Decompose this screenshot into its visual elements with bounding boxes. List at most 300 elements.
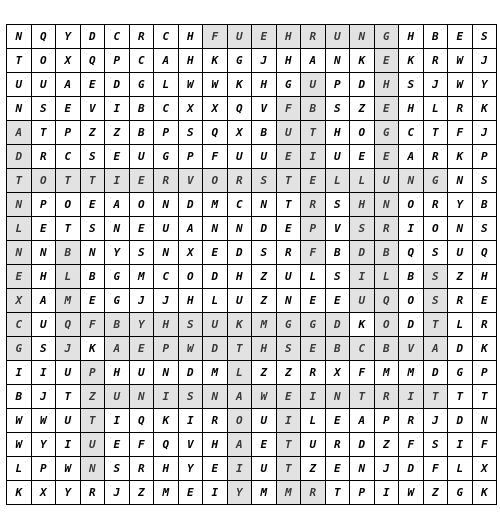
grid-cell[interactable]: J (424, 73, 449, 97)
grid-cell[interactable]: D (350, 73, 375, 97)
grid-cell[interactable]: J (32, 385, 57, 409)
grid-cell[interactable]: U (7, 73, 32, 97)
grid-cell[interactable]: N (154, 193, 179, 217)
grid-cell[interactable]: K (473, 97, 498, 121)
grid-cell[interactable]: B (399, 265, 424, 289)
grid-cell[interactable]: T (228, 337, 253, 361)
grid-cell[interactable]: I (203, 481, 228, 505)
grid-cell[interactable]: R (399, 409, 424, 433)
grid-cell[interactable]: I (7, 361, 32, 385)
grid-cell[interactable]: N (81, 241, 106, 265)
grid-cell[interactable]: Q (473, 241, 498, 265)
grid-cell[interactable]: D (350, 433, 375, 457)
grid-cell[interactable]: S (105, 457, 130, 481)
grid-cell[interactable]: F (473, 433, 498, 457)
grid-cell[interactable]: D (203, 265, 228, 289)
grid-cell[interactable]: E (301, 337, 326, 361)
grid-cell[interactable]: I (105, 409, 130, 433)
grid-cell[interactable]: E (375, 97, 400, 121)
grid-cell[interactable]: E (130, 337, 155, 361)
grid-cell[interactable]: E (277, 145, 302, 169)
grid-cell[interactable]: T (277, 169, 302, 193)
grid-cell[interactable]: M (203, 361, 228, 385)
grid-cell[interactable]: B (81, 265, 106, 289)
grid-cell[interactable]: H (399, 97, 424, 121)
grid-cell[interactable]: Q (81, 49, 106, 73)
grid-cell[interactable]: I (32, 361, 57, 385)
grid-cell[interactable]: T (326, 481, 351, 505)
grid-cell[interactable]: D (105, 73, 130, 97)
grid-cell[interactable]: S (350, 217, 375, 241)
grid-cell[interactable]: U (154, 217, 179, 241)
grid-cell[interactable]: A (56, 73, 81, 97)
grid-cell[interactable]: R (448, 289, 473, 313)
grid-cell[interactable]: R (326, 433, 351, 457)
grid-cell[interactable]: U (252, 145, 277, 169)
grid-cell[interactable]: P (154, 337, 179, 361)
grid-cell[interactable]: L (301, 265, 326, 289)
grid-cell[interactable]: L (375, 265, 400, 289)
grid-cell[interactable]: C (7, 313, 32, 337)
grid-cell[interactable]: G (7, 337, 32, 361)
grid-cell[interactable]: P (473, 361, 498, 385)
grid-cell[interactable]: C (399, 121, 424, 145)
grid-cell[interactable]: J (130, 289, 155, 313)
grid-cell[interactable]: E (252, 433, 277, 457)
grid-cell[interactable]: D (203, 337, 228, 361)
grid-cell[interactable]: K (203, 49, 228, 73)
grid-cell[interactable]: T (56, 385, 81, 409)
grid-cell[interactable]: B (375, 241, 400, 265)
grid-cell[interactable]: P (301, 217, 326, 241)
grid-cell[interactable]: S (473, 217, 498, 241)
grid-cell[interactable]: Y (448, 193, 473, 217)
grid-cell[interactable]: X (32, 481, 57, 505)
grid-cell[interactable]: V (399, 337, 424, 361)
grid-cell[interactable]: N (326, 49, 351, 73)
grid-cell[interactable]: O (56, 193, 81, 217)
grid-cell[interactable]: M (399, 361, 424, 385)
grid-cell[interactable]: Q (203, 121, 228, 145)
grid-cell[interactable]: P (350, 481, 375, 505)
grid-cell[interactable]: E (56, 97, 81, 121)
grid-cell[interactable]: N (203, 217, 228, 241)
grid-cell[interactable]: P (81, 361, 106, 385)
grid-cell[interactable]: W (32, 409, 57, 433)
grid-cell[interactable]: U (375, 169, 400, 193)
grid-cell[interactable]: D (399, 313, 424, 337)
grid-cell[interactable]: N (203, 385, 228, 409)
grid-cell[interactable]: Q (130, 409, 155, 433)
grid-cell[interactable]: Y (473, 73, 498, 97)
grid-cell[interactable]: B (375, 337, 400, 361)
grid-cell[interactable]: X (179, 241, 204, 265)
grid-cell[interactable]: E (252, 25, 277, 49)
grid-cell[interactable]: G (277, 73, 302, 97)
grid-cell[interactable]: S (424, 265, 449, 289)
grid-cell[interactable]: C (350, 337, 375, 361)
grid-cell[interactable]: C (105, 25, 130, 49)
grid-cell[interactable]: H (105, 361, 130, 385)
grid-cell[interactable]: K (473, 337, 498, 361)
grid-cell[interactable]: L (326, 169, 351, 193)
grid-cell[interactable]: G (277, 313, 302, 337)
grid-cell[interactable]: K (154, 409, 179, 433)
grid-cell[interactable]: K (350, 49, 375, 73)
grid-cell[interactable]: H (203, 433, 228, 457)
grid-cell[interactable]: C (228, 193, 253, 217)
grid-cell[interactable]: K (228, 313, 253, 337)
grid-cell[interactable]: A (105, 337, 130, 361)
grid-cell[interactable]: R (375, 385, 400, 409)
grid-cell[interactable]: N (277, 289, 302, 313)
grid-cell[interactable]: Z (81, 121, 106, 145)
grid-cell[interactable]: R (203, 409, 228, 433)
grid-cell[interactable]: N (154, 361, 179, 385)
grid-cell[interactable]: Y (56, 25, 81, 49)
grid-cell[interactable]: L (448, 313, 473, 337)
grid-cell[interactable]: U (252, 409, 277, 433)
grid-cell[interactable]: F (448, 121, 473, 145)
grid-cell[interactable]: C (154, 97, 179, 121)
grid-cell[interactable]: X (473, 457, 498, 481)
grid-cell[interactable]: E (105, 433, 130, 457)
grid-cell[interactable]: T (81, 409, 106, 433)
grid-cell[interactable]: B (326, 337, 351, 361)
grid-cell[interactable]: S (179, 313, 204, 337)
grid-cell[interactable]: I (350, 265, 375, 289)
grid-cell[interactable]: L (203, 289, 228, 313)
grid-cell[interactable]: H (32, 265, 57, 289)
grid-cell[interactable]: Z (277, 361, 302, 385)
grid-cell[interactable]: W (399, 481, 424, 505)
grid-cell[interactable]: L (228, 361, 253, 385)
grid-cell[interactable]: G (448, 481, 473, 505)
grid-cell[interactable]: N (105, 217, 130, 241)
grid-cell[interactable]: S (130, 241, 155, 265)
grid-cell[interactable]: G (105, 289, 130, 313)
grid-cell[interactable]: E (203, 457, 228, 481)
grid-cell[interactable]: U (130, 145, 155, 169)
grid-cell[interactable]: E (81, 289, 106, 313)
grid-cell[interactable]: J (424, 409, 449, 433)
grid-cell[interactable]: G (375, 121, 400, 145)
grid-cell[interactable]: F (203, 145, 228, 169)
grid-cell[interactable]: H (277, 49, 302, 73)
grid-cell[interactable]: S (179, 121, 204, 145)
grid-cell[interactable]: R (301, 361, 326, 385)
grid-cell[interactable]: D (326, 313, 351, 337)
grid-cell[interactable]: U (252, 457, 277, 481)
grid-cell[interactable]: U (448, 241, 473, 265)
grid-cell[interactable]: Y (56, 481, 81, 505)
grid-cell[interactable]: Y (179, 457, 204, 481)
grid-cell[interactable]: I (375, 481, 400, 505)
grid-cell[interactable]: P (56, 121, 81, 145)
grid-cell[interactable]: Q (228, 97, 253, 121)
grid-cell[interactable]: A (301, 49, 326, 73)
grid-cell[interactable]: R (154, 169, 179, 193)
grid-cell[interactable]: Z (252, 361, 277, 385)
grid-cell[interactable]: T (301, 121, 326, 145)
grid-cell[interactable]: H (326, 121, 351, 145)
grid-cell[interactable]: E (375, 49, 400, 73)
grid-cell[interactable]: O (399, 289, 424, 313)
grid-cell[interactable]: S (424, 433, 449, 457)
grid-cell[interactable]: W (7, 433, 32, 457)
grid-cell[interactable]: R (301, 481, 326, 505)
grid-cell[interactable]: S (81, 217, 106, 241)
grid-cell[interactable]: U (32, 313, 57, 337)
grid-cell[interactable]: K (7, 481, 32, 505)
grid-cell[interactable]: U (301, 433, 326, 457)
grid-cell[interactable]: J (473, 49, 498, 73)
grid-cell[interactable]: R (130, 25, 155, 49)
grid-cell[interactable]: R (473, 313, 498, 337)
grid-cell[interactable]: H (179, 25, 204, 49)
grid-cell[interactable]: B (7, 385, 32, 409)
grid-cell[interactable]: N (130, 385, 155, 409)
grid-cell[interactable]: K (473, 481, 498, 505)
grid-cell[interactable]: A (228, 385, 253, 409)
grid-cell[interactable]: T (81, 169, 106, 193)
grid-cell[interactable]: D (179, 193, 204, 217)
grid-cell[interactable]: B (326, 241, 351, 265)
grid-cell[interactable]: S (326, 265, 351, 289)
grid-cell[interactable]: A (7, 121, 32, 145)
grid-cell[interactable]: D (424, 361, 449, 385)
grid-cell[interactable]: L (7, 457, 32, 481)
grid-cell[interactable]: Q (375, 289, 400, 313)
grid-cell[interactable]: D (179, 361, 204, 385)
grid-cell[interactable]: U (277, 121, 302, 145)
grid-cell[interactable]: G (228, 49, 253, 73)
grid-cell[interactable]: E (203, 241, 228, 265)
grid-cell[interactable]: S (326, 193, 351, 217)
grid-cell[interactable]: R (277, 241, 302, 265)
grid-cell[interactable]: P (179, 145, 204, 169)
grid-cell[interactable]: N (448, 169, 473, 193)
grid-cell[interactable]: W (448, 49, 473, 73)
grid-cell[interactable]: X (228, 121, 253, 145)
grid-cell[interactable]: R (228, 169, 253, 193)
grid-cell[interactable]: F (399, 433, 424, 457)
grid-cell[interactable]: H (399, 25, 424, 49)
grid-cell[interactable]: V (81, 97, 106, 121)
grid-cell[interactable]: P (375, 409, 400, 433)
grid-cell[interactable]: J (154, 289, 179, 313)
grid-cell[interactable]: E (277, 385, 302, 409)
grid-cell[interactable]: D (81, 25, 106, 49)
grid-cell[interactable]: P (32, 193, 57, 217)
grid-cell[interactable]: C (154, 25, 179, 49)
grid-cell[interactable]: W (203, 73, 228, 97)
grid-cell[interactable]: D (252, 217, 277, 241)
grid-cell[interactable]: M (154, 481, 179, 505)
grid-cell[interactable]: I (399, 385, 424, 409)
grid-cell[interactable]: N (375, 193, 400, 217)
grid-cell[interactable]: O (32, 49, 57, 73)
grid-cell[interactable]: D (448, 409, 473, 433)
grid-cell[interactable]: U (203, 313, 228, 337)
grid-cell[interactable]: I (399, 217, 424, 241)
grid-cell[interactable]: T (424, 385, 449, 409)
grid-cell[interactable]: U (56, 361, 81, 385)
grid-cell[interactable]: T (277, 193, 302, 217)
grid-cell[interactable]: B (424, 25, 449, 49)
grid-cell[interactable]: V (252, 97, 277, 121)
grid-cell[interactable]: Z (301, 457, 326, 481)
grid-cell[interactable]: A (154, 49, 179, 73)
grid-cell[interactable]: G (130, 73, 155, 97)
grid-cell[interactable]: R (424, 145, 449, 169)
grid-cell[interactable]: B (473, 193, 498, 217)
grid-cell[interactable]: Z (105, 121, 130, 145)
grid-cell[interactable]: U (326, 145, 351, 169)
grid-cell[interactable]: T (56, 217, 81, 241)
grid-cell[interactable]: N (252, 193, 277, 217)
grid-cell[interactable]: N (399, 169, 424, 193)
grid-cell[interactable]: S (252, 169, 277, 193)
grid-cell[interactable]: U (326, 25, 351, 49)
grid-cell[interactable]: G (375, 25, 400, 49)
grid-cell[interactable]: U (228, 25, 253, 49)
grid-cell[interactable]: J (56, 337, 81, 361)
grid-cell[interactable]: S (473, 169, 498, 193)
grid-cell[interactable]: E (326, 289, 351, 313)
grid-cell[interactable]: T (56, 169, 81, 193)
grid-cell[interactable]: I (301, 385, 326, 409)
grid-cell[interactable]: Y (130, 313, 155, 337)
grid-cell[interactable]: C (130, 49, 155, 73)
grid-cell[interactable]: E (473, 289, 498, 313)
grid-cell[interactable]: S (81, 145, 106, 169)
grid-cell[interactable]: I (154, 385, 179, 409)
grid-cell[interactable]: J (105, 481, 130, 505)
grid-cell[interactable]: O (399, 193, 424, 217)
grid-cell[interactable]: N (473, 409, 498, 433)
grid-cell[interactable]: F (350, 361, 375, 385)
grid-cell[interactable]: O (424, 217, 449, 241)
grid-cell[interactable]: S (277, 337, 302, 361)
grid-cell[interactable]: N (448, 217, 473, 241)
grid-cell[interactable]: N (81, 457, 106, 481)
grid-cell[interactable]: P (154, 121, 179, 145)
grid-cell[interactable]: H (350, 193, 375, 217)
grid-cell[interactable]: I (301, 145, 326, 169)
grid-cell[interactable]: H (375, 73, 400, 97)
grid-cell[interactable]: N (7, 193, 32, 217)
grid-cell[interactable]: N (7, 97, 32, 121)
grid-cell[interactable]: I (228, 457, 253, 481)
grid-cell[interactable]: U (277, 265, 302, 289)
grid-cell[interactable]: V (179, 169, 204, 193)
grid-cell[interactable]: L (350, 169, 375, 193)
grid-cell[interactable]: L (154, 73, 179, 97)
grid-cell[interactable]: I (105, 97, 130, 121)
grid-cell[interactable]: N (228, 217, 253, 241)
grid-cell[interactable]: J (252, 49, 277, 73)
grid-cell[interactable]: Q (56, 313, 81, 337)
grid-cell[interactable]: P (105, 49, 130, 73)
grid-cell[interactable]: O (375, 313, 400, 337)
grid-cell[interactable]: R (448, 97, 473, 121)
grid-cell[interactable]: M (375, 361, 400, 385)
grid-cell[interactable]: L (301, 409, 326, 433)
grid-cell[interactable]: O (203, 169, 228, 193)
grid-cell[interactable]: U (350, 289, 375, 313)
grid-cell[interactable]: T (424, 121, 449, 145)
grid-cell[interactable]: R (301, 25, 326, 49)
grid-cell[interactable]: N (154, 241, 179, 265)
grid-cell[interactable]: E (130, 217, 155, 241)
grid-cell[interactable]: S (424, 241, 449, 265)
grid-cell[interactable]: H (179, 49, 204, 73)
grid-cell[interactable]: E (326, 409, 351, 433)
grid-cell[interactable]: I (105, 169, 130, 193)
grid-cell[interactable]: U (81, 433, 106, 457)
grid-cell[interactable]: E (179, 481, 204, 505)
grid-cell[interactable]: E (32, 217, 57, 241)
grid-cell[interactable]: Y (105, 241, 130, 265)
grid-cell[interactable]: O (228, 409, 253, 433)
grid-cell[interactable]: U (301, 73, 326, 97)
grid-cell[interactable]: S (252, 241, 277, 265)
grid-cell[interactable]: N (7, 25, 32, 49)
grid-cell[interactable]: Q (32, 25, 57, 49)
grid-cell[interactable]: S (326, 97, 351, 121)
grid-cell[interactable]: T (350, 385, 375, 409)
grid-cell[interactable]: M (130, 265, 155, 289)
grid-cell[interactable]: I (179, 409, 204, 433)
grid-cell[interactable]: N (32, 241, 57, 265)
grid-cell[interactable]: A (399, 145, 424, 169)
grid-cell[interactable]: S (399, 73, 424, 97)
grid-cell[interactable]: H (252, 337, 277, 361)
grid-cell[interactable]: Q (154, 433, 179, 457)
grid-cell[interactable]: R (130, 457, 155, 481)
grid-cell[interactable]: W (179, 337, 204, 361)
grid-cell[interactable]: J (375, 457, 400, 481)
grid-cell[interactable]: M (252, 481, 277, 505)
grid-cell[interactable]: P (473, 145, 498, 169)
grid-cell[interactable]: E (7, 265, 32, 289)
grid-cell[interactable]: X (7, 289, 32, 313)
grid-cell[interactable]: D (350, 241, 375, 265)
grid-cell[interactable]: M (277, 481, 302, 505)
grid-cell[interactable]: K (350, 313, 375, 337)
grid-cell[interactable]: E (301, 289, 326, 313)
grid-cell[interactable]: Z (252, 289, 277, 313)
grid-cell[interactable]: S (32, 337, 57, 361)
grid-cell[interactable]: E (277, 217, 302, 241)
grid-cell[interactable]: T (32, 121, 57, 145)
grid-cell[interactable]: U (105, 385, 130, 409)
grid-cell[interactable]: Q (399, 241, 424, 265)
grid-cell[interactable]: F (130, 433, 155, 457)
grid-cell[interactable]: X (203, 97, 228, 121)
grid-cell[interactable]: M (56, 289, 81, 313)
grid-cell[interactable]: B (130, 121, 155, 145)
grid-cell[interactable]: W (252, 385, 277, 409)
grid-cell[interactable]: M (252, 313, 277, 337)
grid-cell[interactable]: V (179, 433, 204, 457)
grid-cell[interactable]: P (326, 73, 351, 97)
grid-cell[interactable]: D (448, 337, 473, 361)
grid-cell[interactable]: I (56, 433, 81, 457)
grid-cell[interactable]: A (424, 337, 449, 361)
grid-cell[interactable]: G (448, 361, 473, 385)
